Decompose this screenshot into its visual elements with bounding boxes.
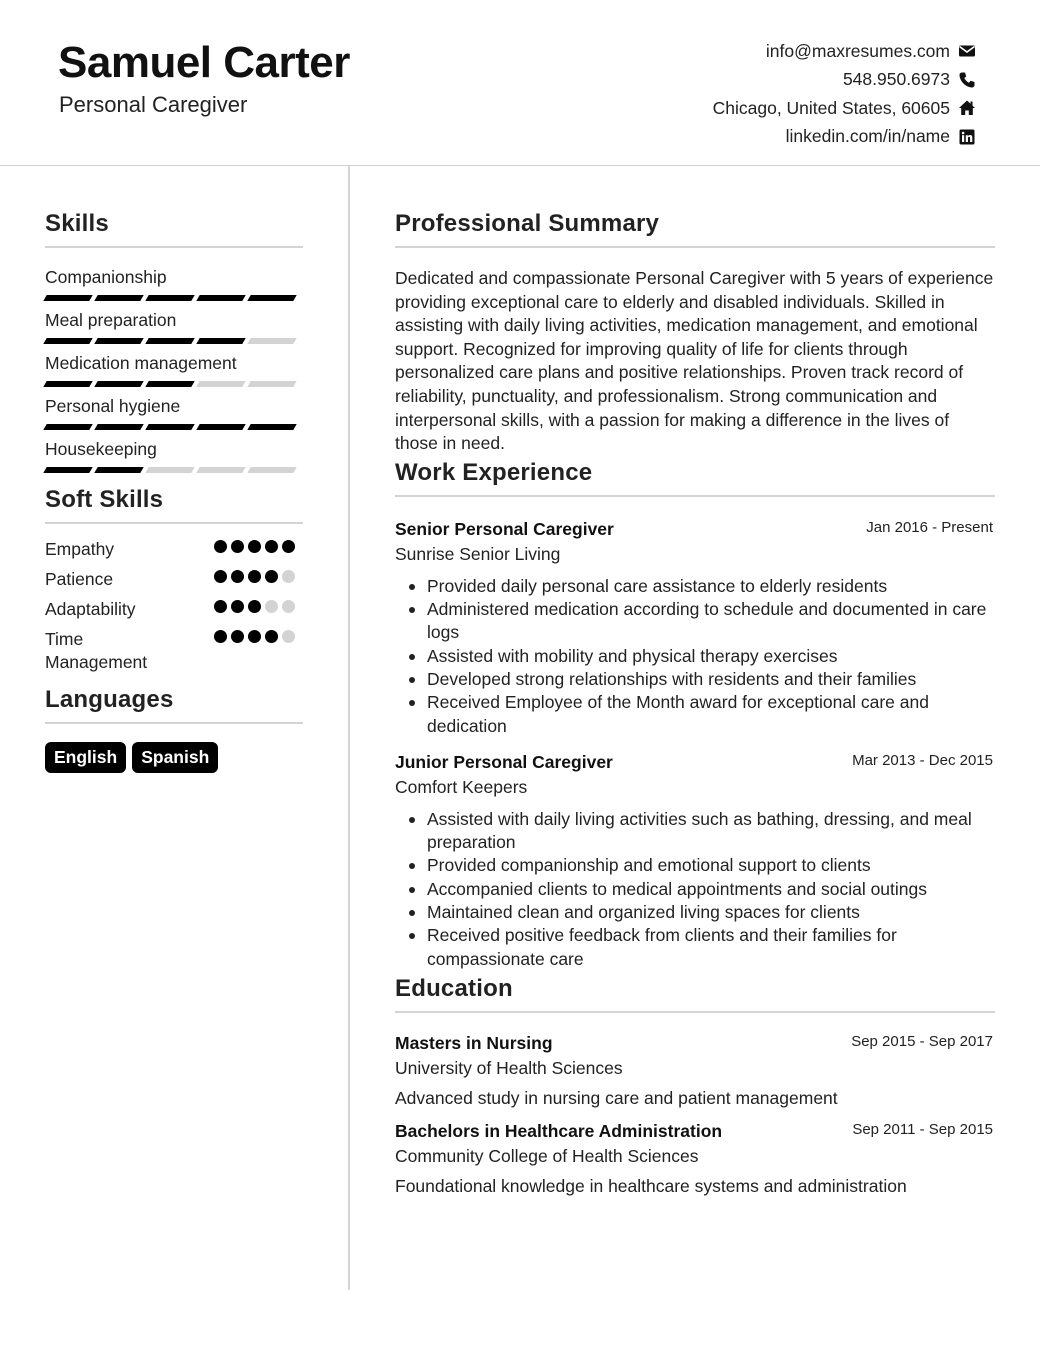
rating-dot bbox=[248, 540, 261, 553]
skill-level-segment bbox=[247, 467, 296, 473]
job-title: Junior Personal Caregiver bbox=[395, 751, 613, 772]
skill-level-segment bbox=[196, 295, 245, 301]
soft-skill-name: Patience bbox=[45, 569, 114, 589]
skill-level-segment bbox=[145, 295, 194, 301]
contact-phone-text: 548.950.6973 bbox=[842, 69, 950, 90]
skill-level-segment bbox=[196, 424, 245, 430]
skill-level-segment bbox=[247, 381, 296, 387]
skill-level-segment bbox=[43, 381, 92, 387]
skill-level-segment bbox=[94, 424, 143, 430]
skills-list bbox=[45, 266, 303, 481]
rating-dot bbox=[214, 630, 227, 643]
languages-title: Languages bbox=[45, 686, 303, 724]
skill-level-segment bbox=[94, 381, 143, 387]
education-title: Education bbox=[395, 975, 995, 1013]
skill-level-bar bbox=[45, 381, 303, 387]
job-bullet: Maintained clean and organized living spaces for clients bbox=[427, 901, 995, 924]
education-description: Foundational knowledge in healthcare systems and administration bbox=[395, 1175, 907, 1196]
rating-dot bbox=[265, 540, 278, 553]
rating-dot bbox=[231, 540, 244, 553]
home-icon bbox=[958, 99, 976, 117]
skill-item bbox=[45, 438, 303, 481]
education-school: University of Health Sciences bbox=[395, 1057, 623, 1078]
job-bullet: Developed strong relationships with residents and their families bbox=[427, 668, 995, 691]
skill-level-segment bbox=[43, 467, 92, 473]
rating-dot bbox=[265, 600, 278, 613]
skill-level-segment bbox=[43, 424, 92, 430]
education-entry bbox=[395, 1033, 995, 1109]
skill-name: Personal hygiene bbox=[45, 396, 181, 416]
job-date: Mar 2013 - Dec 2015 bbox=[852, 751, 993, 769]
column-divider bbox=[348, 166, 350, 1290]
right-column bbox=[395, 210, 995, 1197]
job-bullet: Provided companionship and emotional support to clients bbox=[427, 854, 995, 877]
skill-level-segment bbox=[247, 424, 296, 430]
language-badge: Spanish bbox=[132, 742, 218, 773]
rating-dot bbox=[265, 630, 278, 643]
language-badge: English bbox=[45, 742, 126, 773]
soft-skills-title: Soft Skills bbox=[45, 486, 303, 524]
skill-item bbox=[45, 352, 303, 395]
skill-level-segment bbox=[43, 295, 92, 301]
job-bullet: Administered medication according to schedule and documented in care logs bbox=[427, 598, 995, 645]
skill-item bbox=[45, 395, 303, 438]
rating-dot bbox=[248, 630, 261, 643]
skill-level-segment bbox=[247, 295, 296, 301]
rating-dot bbox=[282, 570, 295, 583]
contact-email[interactable] bbox=[713, 37, 976, 66]
soft-skill-rating bbox=[214, 570, 295, 583]
candidate-role: Personal Caregiver bbox=[59, 92, 248, 117]
rating-dot bbox=[282, 600, 295, 613]
experience-title: Work Experience bbox=[395, 459, 995, 497]
job-organization: Comfort Keepers bbox=[395, 776, 528, 797]
summary-title: Professional Summary bbox=[395, 210, 995, 248]
education-entry bbox=[395, 1121, 995, 1197]
skill-level-segment bbox=[145, 381, 194, 387]
envelope-icon bbox=[958, 42, 976, 60]
contact-linkedin-text: linkedin.com/in/name bbox=[785, 126, 950, 147]
rating-dot bbox=[248, 570, 261, 583]
skill-level-segment bbox=[145, 467, 194, 473]
skill-name: Meal preparation bbox=[45, 310, 177, 330]
phone-icon bbox=[958, 71, 976, 89]
skill-item bbox=[45, 309, 303, 352]
job-date: Jan 2016 - Present bbox=[866, 518, 993, 536]
job-organization: Sunrise Senior Living bbox=[395, 543, 561, 564]
rating-dot bbox=[248, 600, 261, 613]
skill-level-segment bbox=[145, 338, 194, 344]
skill-level-bar bbox=[45, 295, 303, 301]
soft-skill-item bbox=[45, 538, 303, 568]
skill-level-segment bbox=[94, 295, 143, 301]
skill-level-bar bbox=[45, 338, 303, 344]
rating-dot bbox=[214, 570, 227, 583]
soft-skill-name: Empathy bbox=[45, 539, 115, 559]
rating-dot bbox=[282, 630, 295, 643]
skill-level-segment bbox=[196, 381, 245, 387]
skill-name: Housekeeping bbox=[45, 439, 157, 459]
skill-level-segment bbox=[196, 338, 245, 344]
soft-skill-rating bbox=[214, 600, 295, 613]
contact-phone[interactable] bbox=[713, 66, 976, 95]
skill-level-segment bbox=[94, 467, 143, 473]
rating-dot bbox=[282, 540, 295, 553]
skill-level-segment bbox=[94, 338, 143, 344]
education-date: Sep 2015 - Sep 2017 bbox=[851, 1032, 993, 1050]
skill-level-segment bbox=[43, 338, 92, 344]
job-entry bbox=[395, 752, 995, 971]
skill-level-bar bbox=[45, 424, 303, 430]
education-date: Sep 2011 - Sep 2015 bbox=[852, 1120, 993, 1138]
job-bullets bbox=[395, 575, 995, 738]
skill-level-segment bbox=[196, 467, 245, 473]
job-title: Senior Personal Caregiver bbox=[395, 518, 614, 539]
job-bullet: Provided daily personal care assistance to elderly residents bbox=[427, 575, 995, 598]
job-entry bbox=[395, 519, 995, 738]
skill-level-segment bbox=[145, 424, 194, 430]
skill-level-bar bbox=[45, 467, 303, 473]
soft-skill-item bbox=[45, 598, 303, 628]
contact-address-text: Chicago, United States, 60605 bbox=[712, 97, 950, 118]
education-degree: Bachelors in Healthcare Administration bbox=[395, 1120, 723, 1141]
job-bullet: Assisted with mobility and physical therapy exercises bbox=[427, 645, 995, 668]
rating-dot bbox=[231, 630, 244, 643]
summary-text: Dedicated and compassionate Personal Caregiver with 5 years of experience providing exceptional care to elderly and disabled individuals. Skilled in assisting with daily living activities, medication management, and emotional support. Recognized for improving quality of life for clients through personalized care plans and positive relationships. Proven track record of reliability, punctuality, and professionalism. Strong communication and interpersonal skills, with a passion for making a difference in the lives of those in need. bbox=[395, 268, 994, 454]
candidate-name: Samuel Carter bbox=[58, 38, 350, 87]
skills-title: Skills bbox=[45, 210, 303, 248]
soft-skill-rating bbox=[214, 540, 295, 553]
skill-name: Medication management bbox=[45, 353, 237, 373]
contact-address bbox=[713, 94, 976, 123]
soft-skill-item bbox=[45, 568, 303, 598]
job-bullet: Accompanied clients to medical appointments and social outings bbox=[427, 878, 995, 901]
rating-dot bbox=[231, 600, 244, 613]
linkedin-icon bbox=[958, 128, 976, 146]
soft-skill-item bbox=[45, 628, 303, 672]
rating-dot bbox=[265, 570, 278, 583]
education-degree: Masters in Nursing bbox=[395, 1032, 553, 1053]
rating-dot bbox=[214, 540, 227, 553]
skill-name: Companionship bbox=[45, 267, 167, 287]
soft-skills-list bbox=[45, 538, 303, 672]
contact-linkedin[interactable] bbox=[713, 123, 976, 152]
contact-email-text: info@maxresumes.com bbox=[765, 40, 950, 61]
soft-skill-name: Adaptability bbox=[45, 599, 136, 619]
soft-skill-name: Time Management bbox=[45, 629, 148, 672]
left-column bbox=[45, 210, 303, 773]
rating-dot bbox=[214, 600, 227, 613]
job-bullet: Assisted with daily living activities such as bathing, dressing, and meal preparation bbox=[427, 808, 995, 855]
skill-item bbox=[45, 266, 303, 309]
contact-list bbox=[713, 37, 976, 151]
job-bullets bbox=[395, 808, 995, 971]
job-bullet: Received positive feedback from clients and their families for compassionate care bbox=[427, 924, 995, 971]
resume-header bbox=[0, 0, 1040, 166]
education-description: Advanced study in nursing care and patient management bbox=[395, 1087, 838, 1108]
languages-list bbox=[45, 742, 303, 773]
rating-dot bbox=[231, 570, 244, 583]
education-school: Community College of Health Sciences bbox=[395, 1145, 699, 1166]
soft-skill-rating bbox=[214, 630, 295, 643]
skill-level-segment bbox=[247, 338, 296, 344]
job-bullet: Received Employee of the Month award for exceptional care and dedication bbox=[427, 691, 995, 738]
